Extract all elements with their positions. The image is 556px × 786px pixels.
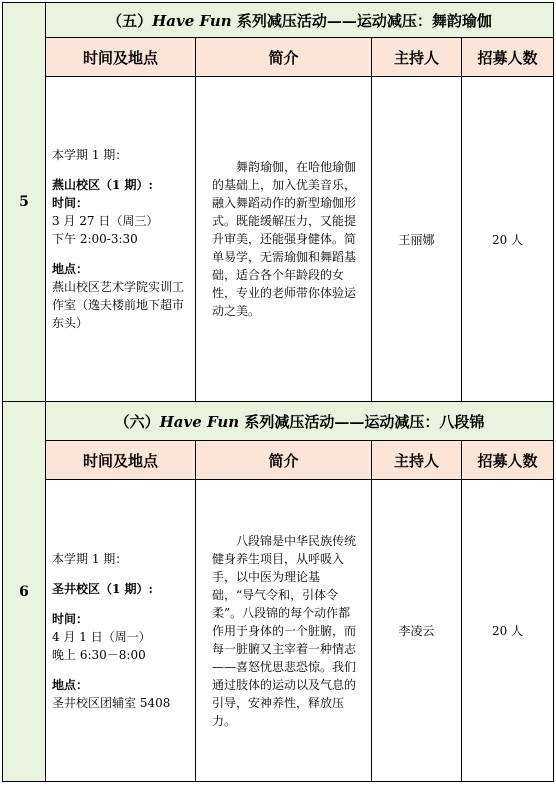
activity-5-intro: 舞韵瑜伽，在哈他瑜伽的基础上，加入优美音乐，融入舞蹈动作的新型瑜伽形式。既能缓解压力，又能提升审美，还能强身健体。简单易学，无需瑜伽和舞蹈基础，适合各个年龄段的女性，专业的老师带你体验运动之美。 [196, 77, 372, 402]
activity-6-time-place [46, 480, 196, 782]
time-label: 时间： [52, 196, 89, 210]
time: 下午 2:00-3:30 [52, 232, 138, 246]
date: 3 月 27 日（周三） [52, 214, 159, 228]
campus [52, 580, 191, 598]
title-suffix: 系列减压活动——运动减压：舞韵瑜伽 [231, 11, 492, 30]
place-label: 地点： [52, 677, 89, 692]
activity-6-detail-row [3, 480, 554, 782]
title-prefix: （六） [114, 412, 160, 431]
activity-5-time-place [46, 77, 196, 402]
activity-5-recruit: 20 人 [462, 77, 554, 402]
activity-6-title [46, 402, 554, 441]
activity-5-host: 王丽娜 [372, 77, 462, 402]
time-block [52, 176, 191, 248]
header-host: 主持人 [372, 38, 462, 77]
activity-6-title-row [3, 402, 554, 441]
time-block [52, 610, 191, 664]
activity-5-title [46, 3, 554, 38]
place: 燕山校区艺术学院实训工作室（逸夫楼前地下超市东头） [52, 280, 185, 330]
semester: 本学期 1 期： [52, 551, 128, 566]
campus: 燕山校区（1 期）: [52, 178, 153, 192]
time: 晚上 6:30－8:00 [52, 647, 146, 662]
activity-6-recruit: 20 人 [462, 480, 554, 782]
place-label: 地点： [52, 262, 89, 276]
title-en: Have Fun [152, 11, 232, 30]
title-prefix: （五） [107, 11, 153, 30]
activity-5-header-row [3, 38, 554, 77]
activity-6-number: 6 [3, 402, 46, 782]
activity-5-title-row [3, 3, 554, 38]
activity-6-intro: 八段锦是中华民族传统健身养生项目，从呼吸入手，以中医为理论基础，“导气令和，引体令柔”。八段锦的每个动作都作用于身体的一个脏腑，而每一脏腑又主宰着一种情志——喜怒忧思悲恐惊。我们通过肢体的运动以及气息的引导，安神养性，释放压力。 [196, 480, 372, 782]
activity-6-header-row [3, 441, 554, 480]
place-block [52, 260, 191, 332]
header-intro: 简介 [196, 38, 372, 77]
campus-name: 圣井校区（1 期）: [52, 581, 153, 596]
place-block [52, 676, 191, 712]
header-recruit: 招募人数 [462, 441, 554, 480]
activity-schedule-table [2, 2, 554, 782]
activity-5-detail-row [3, 77, 554, 402]
header-time-place: 时间及地点 [46, 38, 196, 77]
activity-5-number: 5 [3, 3, 46, 402]
title-en: Have Fun [159, 412, 240, 431]
activity-6-host: 李凌云 [372, 480, 462, 782]
header-time-place: 时间及地点 [46, 441, 196, 480]
header-host: 主持人 [372, 441, 462, 480]
place: 圣井校区团辅室 5408 [52, 695, 171, 710]
date: 4 月 1 日（周一） [52, 629, 151, 644]
header-intro: 简介 [196, 441, 372, 480]
title-suffix: 系列减压活动——运动减压：八段锦 [239, 412, 485, 431]
semester: 本学期 1 期： [52, 148, 128, 162]
header-recruit: 招募人数 [462, 38, 554, 77]
time-label: 时间： [52, 611, 89, 626]
